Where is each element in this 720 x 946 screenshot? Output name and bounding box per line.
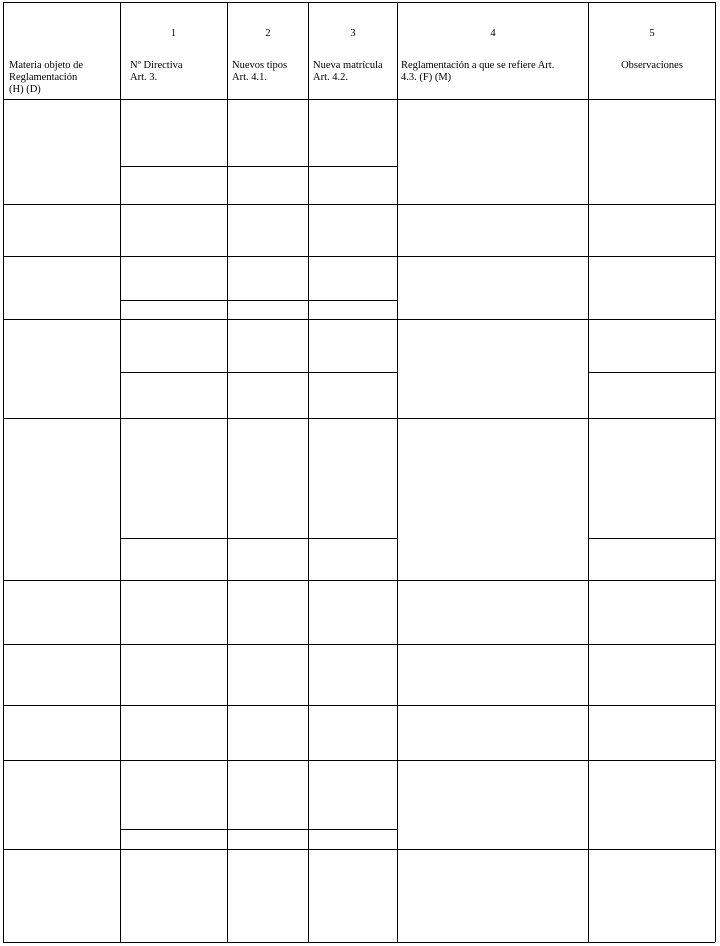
- grid-line: [3, 580, 715, 581]
- grid-line: [3, 705, 715, 706]
- col-number-5: 5: [649, 28, 655, 39]
- grid-line: [120, 372, 397, 373]
- col-number-3: 3: [350, 28, 356, 39]
- col-number-1: 1: [170, 28, 177, 39]
- grid-line: [120, 166, 397, 167]
- header-nueva-matricula: Nueva matrícula Art. 4.2.: [313, 60, 383, 83]
- grid-line: [3, 2, 4, 942]
- header-nuevos-tipos: Nuevos tipos Art. 4.1.: [232, 60, 288, 83]
- grid-line: [3, 2, 715, 3]
- grid-line: [588, 538, 715, 539]
- grid-line: [3, 644, 715, 645]
- grid-line: [588, 372, 715, 373]
- grid-line: [588, 2, 589, 942]
- grid-line: [120, 2, 121, 942]
- grid-line: [3, 99, 715, 100]
- grid-line: [120, 300, 397, 301]
- grid-line: [120, 829, 397, 830]
- grid-line: [588, 760, 715, 761]
- grid-line: [3, 942, 715, 943]
- grid-line: [3, 418, 715, 419]
- grid-line: [397, 2, 398, 942]
- grid-line: [308, 2, 309, 942]
- grid-line: [3, 204, 715, 205]
- header-materia: Materia objeto de Reglamentación (H) (D): [9, 60, 84, 95]
- grid-line: [3, 256, 715, 257]
- grid-line: [3, 849, 715, 850]
- grid-line: [715, 2, 716, 942]
- header-directiva: Nº Directiva Art. 3.: [130, 60, 183, 83]
- grid-line: [120, 538, 397, 539]
- header-reglamentacion: Reglamentación a que se refiere Art. 4.3. (F) (M): [401, 60, 555, 83]
- regulation-table: [3, 2, 716, 942]
- grid-line: [227, 2, 228, 942]
- header-observaciones: Observaciones: [621, 60, 683, 71]
- grid-line: [3, 319, 715, 320]
- col-number-2: 2: [265, 28, 271, 39]
- col-number-4: 4: [490, 28, 496, 39]
